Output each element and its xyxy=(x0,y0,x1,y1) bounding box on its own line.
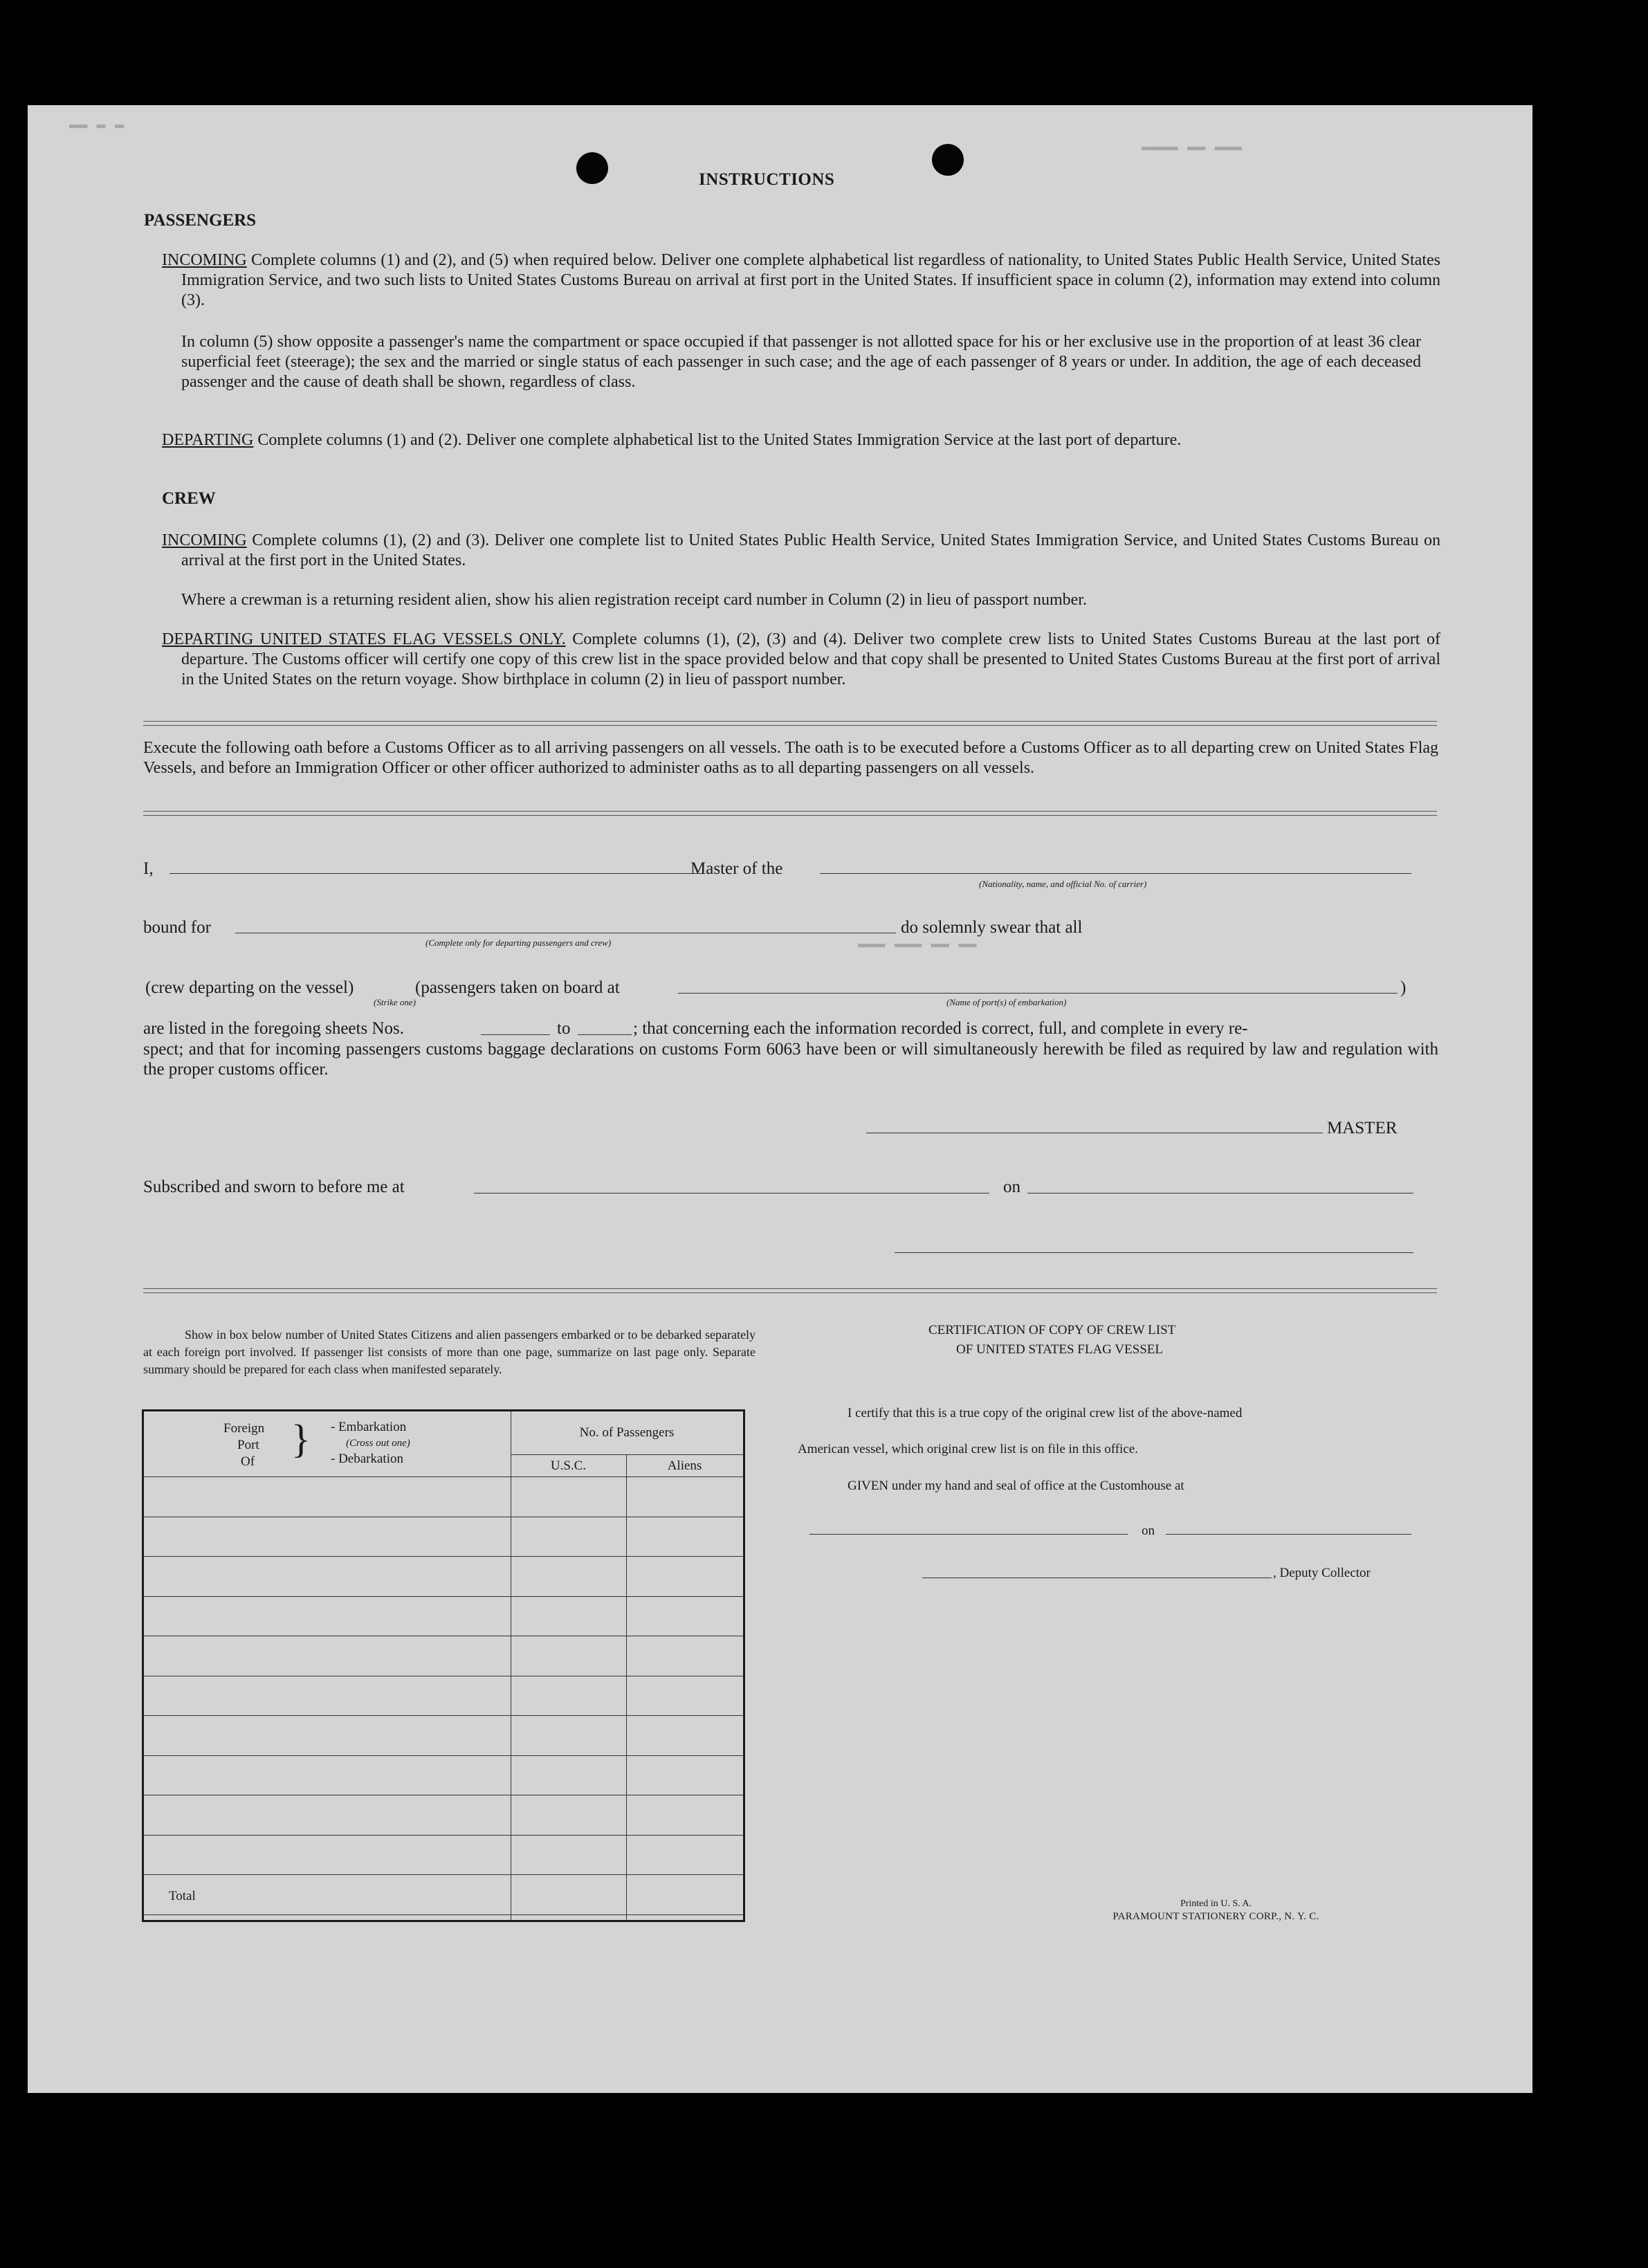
oath-rest-text: spect; and that for incoming passengers customs baggage declarations on customs Form 6063 have been or will simultaneously herewith be filed as required by law and regulation with the proper customs officer. xyxy=(143,1040,1438,1079)
passengers-heading: PASSENGERS xyxy=(144,211,257,230)
certification-title-1: CERTIFICATION OF COPY OF CREW LIST xyxy=(928,1323,1176,1337)
bleed-through-mark: ▬▬▬▬ ▬▬ ▬▬▬ xyxy=(1142,138,1243,156)
deputy-collector-label: , Deputy Collector xyxy=(1273,1566,1371,1580)
printer-label: PARAMOUNT STATIONERY CORP., N. Y. C. xyxy=(1113,1911,1319,1922)
passengers-incoming-text: Complete columns (1) and (2), and (5) when required below. Deliver one complete alphabetical list regardless of nationality, to United States Public Health Service, United States Immigration Service, and two such lists to United States Customs Bureau on arrival at first port in the United States. If insufficient space in column (2), information may extend into column (3). xyxy=(181,251,1440,309)
usc-header: U.S.C. xyxy=(550,1458,587,1473)
carrier-hint: (Nationality, name, and official No. of carrier) xyxy=(979,879,1147,889)
certification-date-field[interactable] xyxy=(1166,1534,1411,1535)
bleed-through-mark: ▬▬ ▬ ▬ xyxy=(69,116,125,134)
section-divider xyxy=(143,811,1437,816)
crew-departing-paragraph xyxy=(162,630,1440,690)
oath-i-label: I, xyxy=(143,859,154,878)
port-label-of: Of xyxy=(241,1454,255,1469)
passengers-departing-text: Complete columns (1) and (2). Deliver one complete alphabetical list to the United States Immigration Service at the last port of departure. xyxy=(253,431,1182,449)
crew-departing-lead: DEPARTING UNITED STATES FLAG VESSELS ONLY. xyxy=(162,630,566,648)
subscribed-label: Subscribed and sworn to before me at xyxy=(143,1178,405,1196)
embarkation-label: - Embarkation xyxy=(331,1420,407,1434)
certification-text-1: I certify that this is a true copy of the original crew list of the above-named xyxy=(848,1406,1243,1420)
oath-intro: Execute the following oath before a Customs Officer as to all arriving passengers on all vessels. The oath is to be executed before a Customs Officer as to all departing crew on United States Flag Vessels, and before an Immigration Officer or other officer authorized to administer oaths as to all departing passengers on all vessels. xyxy=(143,739,1438,777)
port-label-foreign: Foreign xyxy=(223,1421,265,1436)
table-divider xyxy=(144,1476,743,1477)
to-label: to xyxy=(557,1019,571,1038)
passengers-incoming-lead: INCOMING xyxy=(162,251,247,269)
page-title: INSTRUCTIONS xyxy=(699,170,835,189)
crew-heading: CREW xyxy=(162,489,216,508)
brace-icon: } xyxy=(291,1416,311,1461)
embarkation-ports-hint: (Name of port(s) of embarkation) xyxy=(946,997,1067,1007)
sworn-on-label: on xyxy=(1003,1178,1020,1196)
close-paren: ) xyxy=(1400,978,1407,997)
table-row-divider xyxy=(144,1914,743,1915)
debarkation-label: - Debarkation xyxy=(331,1452,403,1466)
crew-resident-paragraph: Where a crewman is a returning resident alien, show his alien registration receipt card number in Column (2) in lieu of passport number. xyxy=(181,591,1087,609)
certification-on-label: on xyxy=(1142,1524,1155,1538)
passengers-departing-lead: DEPARTING xyxy=(162,431,254,449)
printed-in-label: Printed in U. S. A. xyxy=(1180,1899,1252,1909)
master-of-label: Master of the xyxy=(690,859,783,878)
swear-label: do solemnly swear that all xyxy=(901,918,1083,937)
crew-incoming-lead: INCOMING xyxy=(162,531,247,549)
no-of-passengers-header: No. of Passengers xyxy=(579,1425,675,1440)
master-name-field[interactable] xyxy=(170,873,702,874)
passengers-incoming-paragraph xyxy=(162,250,1440,311)
cross-out-hint: (Cross out one) xyxy=(346,1438,410,1449)
passengers-departing-paragraph xyxy=(162,430,1440,450)
passenger-summary-table xyxy=(142,1409,745,1922)
crew-incoming-text: Complete columns (1), (2) and (3). Deliver one complete list to United States Public Health Service, United States Immigration Service, and United States Customs Bureau on arrival at the first port in the United States. xyxy=(181,531,1440,569)
crew-incoming-paragraph xyxy=(162,531,1440,571)
passengers-taken-label: (passengers taken on board at xyxy=(415,978,620,997)
punch-hole-left xyxy=(576,152,608,184)
aliens-header: Aliens xyxy=(667,1458,702,1473)
section-divider xyxy=(143,721,1437,726)
table-divider xyxy=(626,1454,627,1920)
embarkation-ports-field[interactable] xyxy=(678,993,1398,994)
form-sheet xyxy=(28,105,1532,2093)
section-divider xyxy=(143,1288,1437,1293)
table-row-divider xyxy=(144,1835,743,1836)
total-label: Total xyxy=(169,1889,196,1903)
concerning-text: ; that concerning each the information recorded is correct, full, and complete in every re- xyxy=(633,1019,1248,1038)
customhouse-field[interactable] xyxy=(809,1534,1128,1535)
certification-text-2: American vessel, which original crew list is on file in this office. xyxy=(798,1442,1138,1456)
master-label: MASTER xyxy=(1327,1119,1398,1137)
port-label-port: Port xyxy=(237,1438,259,1452)
table-row-divider xyxy=(144,1556,743,1557)
officer-signature-field[interactable] xyxy=(895,1252,1413,1253)
carrier-field[interactable] xyxy=(820,873,1411,874)
crew-departing-label: (crew departing on the vessel) xyxy=(145,978,354,997)
bound-for-label: bound for xyxy=(143,918,211,937)
sworn-location-field[interactable] xyxy=(474,1193,989,1194)
table-row-divider xyxy=(144,1755,743,1756)
table-row-divider xyxy=(144,1874,743,1875)
sheet-to-field[interactable] xyxy=(578,1034,632,1035)
sworn-date-field[interactable] xyxy=(1027,1193,1413,1194)
certification-title-2: OF UNITED STATES FLAG VESSEL xyxy=(956,1342,1163,1357)
crew-departing-text: Complete columns (1), (2), (3) and (4). Deliver two complete crew lists to United States Customs Bureau at the last port of departure. The Customs officer will certify one copy of this crew list in the space provided below and that copy shall be presented to United States Customs Bureau at the first port of arrival in the United States on the return voyage. Show birthplace in column (2) in lieu of passport number. xyxy=(181,630,1440,688)
sheet-from-field[interactable] xyxy=(481,1034,550,1035)
certification-text-3: GIVEN under my hand and seal of office at the Customhouse at xyxy=(848,1479,1184,1493)
passengers-column5-paragraph: In column (5) show opposite a passenger's name the compartment or space occupied if that passenger is not allotted space for his or her exclusive use in the proportion of at least 36 clear superficial feet (steerage); the sex and the married or single status of each passenger in such case; and the age of each passenger of 8 years or under. In addition, the age of each deceased passenger and the cause of death shall be shown, regardless of class. xyxy=(181,333,1421,391)
summary-instructions: Show in box below number of United States Citizens and alien passengers embarked or to be debarked separately at each foreign port involved. If passenger list consists of more than one page, summarize on last page only. Separate summary should be prepared for each class when manifested separately. xyxy=(143,1328,756,1376)
table-divider xyxy=(511,1454,743,1455)
listed-label: are listed in the foregoing sheets Nos. xyxy=(143,1019,404,1038)
table-row-divider xyxy=(144,1596,743,1597)
strike-one-hint: (Strike one) xyxy=(374,997,416,1007)
deputy-signature-field[interactable] xyxy=(922,1577,1272,1578)
punch-hole-right xyxy=(932,144,964,176)
bound-for-hint: (Complete only for departing passengers and crew) xyxy=(425,938,612,948)
table-row-divider xyxy=(144,1715,743,1716)
bleed-through-mark: ▬▬▬ ▬▬▬ ▬▬ ▬▬ xyxy=(858,935,977,953)
